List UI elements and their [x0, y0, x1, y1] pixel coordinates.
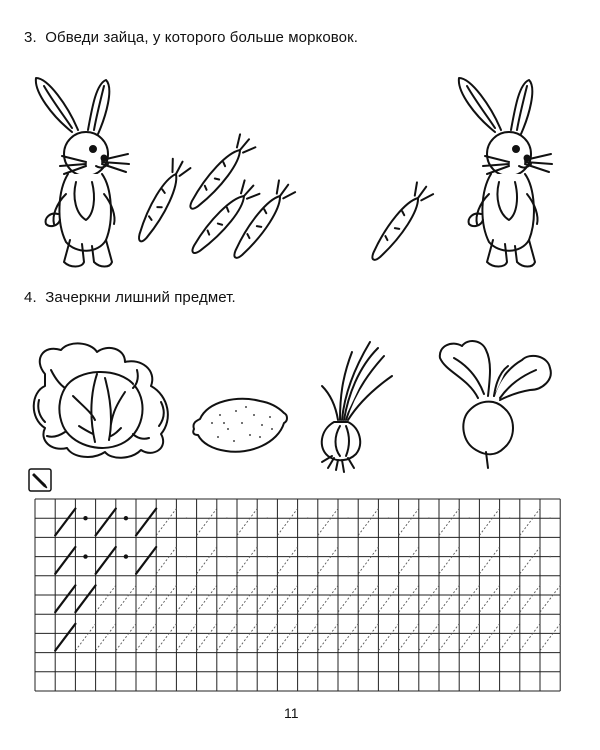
- carrot-group-icon[interactable]: [140, 144, 290, 256]
- guide-slash: [257, 585, 277, 612]
- guide-dot: [347, 517, 349, 519]
- task-4-title: [24, 289, 236, 306]
- guide-dot: [226, 517, 228, 519]
- guide-slash: [479, 509, 499, 536]
- hare-left-icon[interactable]: [30, 74, 130, 269]
- guide-dot: [307, 517, 309, 519]
- guide-slash: [217, 585, 237, 612]
- pattern-slash: [55, 509, 75, 536]
- guide-slash: [318, 509, 338, 536]
- guide-dot: [226, 556, 228, 558]
- cabbage-icon[interactable]: [25, 340, 177, 462]
- guide-slash: [500, 585, 520, 612]
- guide-slash: [419, 585, 439, 612]
- guide-dot: [186, 517, 188, 519]
- guide-slash: [358, 624, 378, 651]
- carrot-single-icon[interactable]: [360, 186, 434, 262]
- guide-slash: [237, 547, 257, 574]
- guide-slash: [298, 585, 318, 612]
- guide-slash: [156, 624, 176, 651]
- task-3-title: [24, 29, 358, 46]
- pattern-dot: [124, 516, 128, 520]
- guide-dot: [509, 556, 511, 558]
- guide-slash: [439, 624, 459, 651]
- guide-slash: [197, 547, 217, 574]
- guide-slash: [136, 624, 156, 651]
- guide-slash: [399, 547, 419, 574]
- guide-slash: [116, 624, 136, 651]
- guide-slash: [156, 585, 176, 612]
- guide-dot: [388, 556, 390, 558]
- guide-slash: [318, 585, 338, 612]
- guide-slash: [358, 509, 378, 536]
- pattern-slash: [55, 547, 75, 574]
- pattern-slash: [136, 547, 156, 574]
- pattern-slash: [55, 624, 75, 651]
- pattern-slash: [75, 585, 95, 612]
- guide-slash: [338, 585, 358, 612]
- guide-slash: [277, 624, 297, 651]
- guide-slash: [358, 547, 378, 574]
- onion-icon[interactable]: [312, 338, 402, 473]
- guide-slash: [156, 509, 176, 536]
- task-4-text: Зачеркни лишний предмет.: [45, 289, 236, 306]
- guide-slash: [439, 509, 459, 536]
- task-3-text: Обведи зайца, у которого больше морковок.: [45, 29, 359, 46]
- guide-slash: [277, 585, 297, 612]
- guide-slash: [176, 624, 196, 651]
- guide-slash: [358, 585, 378, 612]
- guide-slash: [479, 624, 499, 651]
- guide-slash: [520, 624, 540, 651]
- guide-slash: [520, 509, 540, 536]
- lemon-icon[interactable]: [190, 393, 290, 457]
- guide-slash: [237, 509, 257, 536]
- guide-dot: [347, 556, 349, 558]
- guide-slash: [419, 624, 439, 651]
- pattern-dot: [83, 516, 87, 520]
- guide-slash: [459, 585, 479, 612]
- guide-slash: [520, 585, 540, 612]
- page-number: 11: [284, 705, 299, 721]
- guide-dot: [307, 556, 309, 558]
- guide-slash: [277, 547, 297, 574]
- pattern-dot: [83, 554, 87, 558]
- guide-slash: [338, 624, 358, 651]
- guide-slash: [197, 509, 217, 536]
- pattern-slash: [55, 585, 75, 612]
- guide-dot: [549, 556, 551, 558]
- guide-slash: [399, 509, 419, 536]
- guide-slash: [277, 509, 297, 536]
- pattern-slash: [136, 509, 156, 536]
- guide-slash: [237, 585, 257, 612]
- guide-slash: [197, 585, 217, 612]
- guide-slash: [197, 624, 217, 651]
- pencil-icon: [28, 468, 52, 497]
- guide-slash: [378, 624, 398, 651]
- guide-dot: [186, 556, 188, 558]
- guide-slash: [500, 624, 520, 651]
- guide-dot: [469, 517, 471, 519]
- beet-icon[interactable]: [438, 338, 558, 468]
- guide-dot: [549, 517, 551, 519]
- guide-dot: [428, 556, 430, 558]
- guide-slash: [237, 624, 257, 651]
- guide-slash: [540, 624, 560, 651]
- guide-slash: [479, 585, 499, 612]
- pattern-dot: [124, 554, 128, 558]
- guide-slash: [439, 547, 459, 574]
- writing-grid: [34, 498, 564, 698]
- guide-dot: [469, 556, 471, 558]
- guide-slash: [399, 585, 419, 612]
- guide-slash: [318, 624, 338, 651]
- task-3-number: 3.: [24, 29, 37, 46]
- task-4-number: 4.: [24, 289, 37, 306]
- guide-slash: [439, 585, 459, 612]
- guide-slash: [257, 624, 277, 651]
- guide-dot: [509, 517, 511, 519]
- guide-slash: [378, 585, 398, 612]
- guide-slash: [136, 585, 156, 612]
- guide-slash: [96, 624, 116, 651]
- guide-slash: [75, 624, 95, 651]
- guide-dot: [267, 556, 269, 558]
- guide-dot: [388, 517, 390, 519]
- guide-dot: [267, 517, 269, 519]
- guide-slash: [176, 585, 196, 612]
- guide-slash: [399, 624, 419, 651]
- hare-right-icon[interactable]: [453, 74, 553, 269]
- guide-slash: [116, 585, 136, 612]
- guide-dot: [428, 517, 430, 519]
- guide-slash: [520, 547, 540, 574]
- pattern-slash: [96, 547, 116, 574]
- guide-slash: [479, 547, 499, 574]
- guide-slash: [298, 624, 318, 651]
- pattern-slash: [96, 509, 116, 536]
- guide-slash: [156, 547, 176, 574]
- guide-slash: [96, 585, 116, 612]
- guide-slash: [459, 624, 479, 651]
- guide-slash: [540, 585, 560, 612]
- guide-slash: [217, 624, 237, 651]
- guide-slash: [318, 547, 338, 574]
